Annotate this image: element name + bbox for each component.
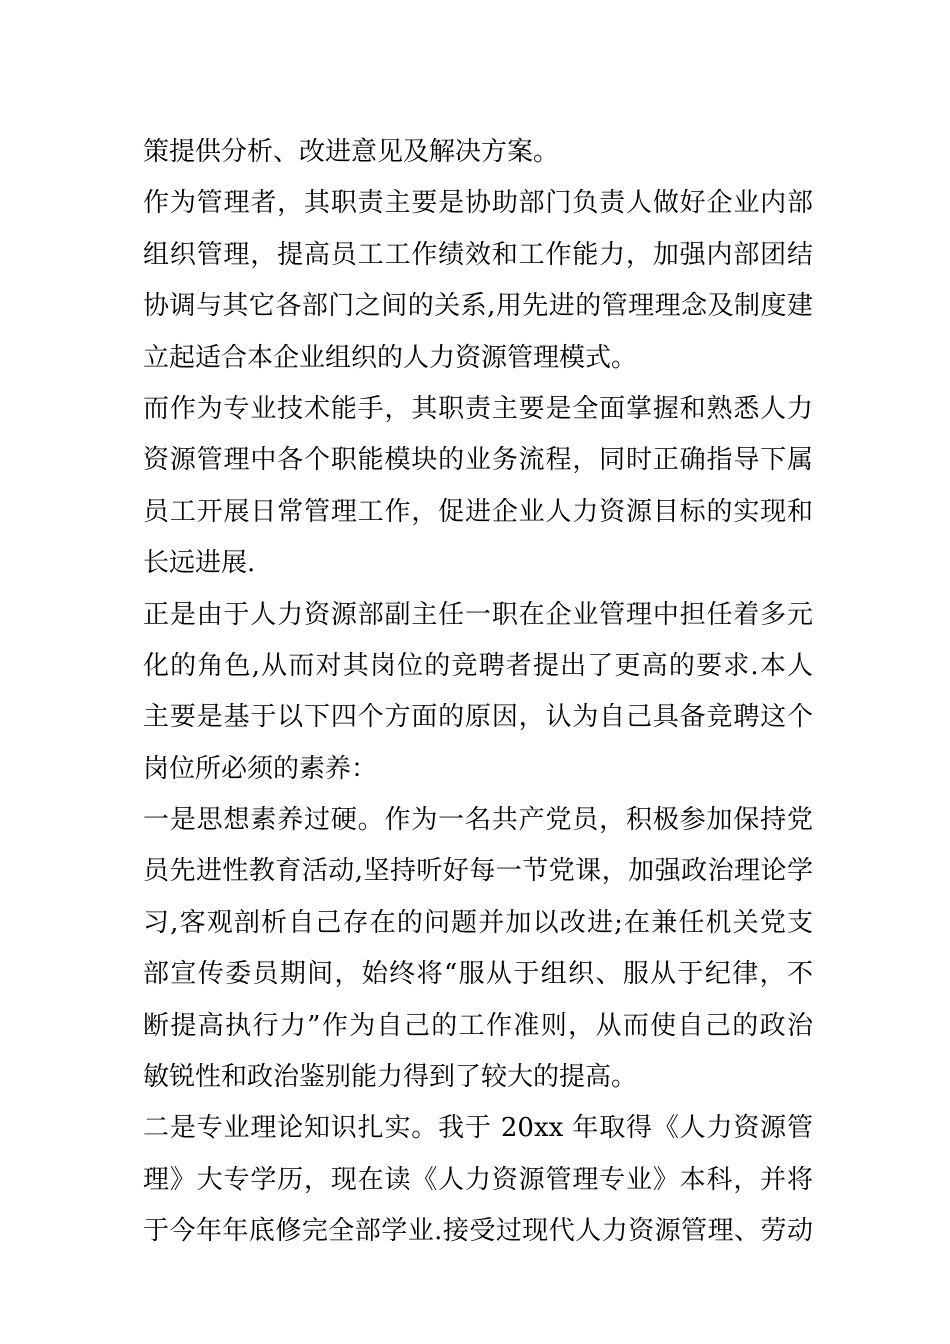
text-line: 化的角色,从而对其岗位的竞聘者提出了更高的要求.本人: [143, 650, 813, 681]
text-line: 断提高执行力”作为自己的工作准则，从而使自己的政治: [143, 1010, 813, 1041]
text-line: 策提供分析、改进意见及解决方案。: [143, 137, 560, 167]
document-body-text: [143, 127, 813, 1258]
text-line: 长远进展.: [143, 548, 256, 579]
text-line: 正是由于人力资源部副主任一职在企业管理中担任着多元: [143, 599, 813, 630]
text-line: 立起适合本企业组织的人力资源管理模式。: [143, 342, 638, 373]
text-line: 岗位所必须的素养：: [143, 753, 378, 784]
text-line: 习,客观剖析自己存在的问题并加以改进;在兼任机关党支: [143, 907, 813, 938]
text-line: 作为管理者，其职责主要是协助部门负责人做好企业内部: [143, 188, 813, 219]
text-line: 主要是基于以下四个方面的原因，认为自己具备竞聘这个: [143, 702, 813, 733]
text-line: 二是专业理论知识扎实。我于 20xx 年取得《人力资源管: [143, 1113, 813, 1144]
text-line: 员工开展日常管理工作，促进企业人力资源目标的实现和: [143, 496, 813, 527]
text-line: 资源管理中各个职能模块的业务流程，同时正确指导下属: [143, 445, 813, 476]
text-line: 协调与其它各部门之间的关系,用先进的管理理念及制度建: [143, 291, 813, 322]
text-line: 部宣传委员期间，始终将“服从于组织、服从于纪律，不: [143, 959, 813, 990]
text-line: 于今年年底修完全部学业.接受过现代人力资源管理、劳动: [143, 1216, 813, 1247]
text-line: 敏锐性和政治鉴别能力得到了较大的提高。: [143, 1062, 638, 1093]
text-line: 员先进性教育活动,坚持听好每一节党课，加强政治理论学: [143, 856, 813, 887]
text-line: 一是思想素养过硬。作为一名共产党员，积极参加保持党: [143, 805, 813, 836]
text-line: 理》大专学历，现在读《人力资源管理专业》本科，并将: [143, 1164, 813, 1195]
text-line: 而作为专业技术能手，其职责主要是全面掌握和熟悉人力: [143, 393, 813, 424]
text-line: 组织管理，提高员工工作绩效和工作能力，加强内部团结: [143, 239, 813, 270]
